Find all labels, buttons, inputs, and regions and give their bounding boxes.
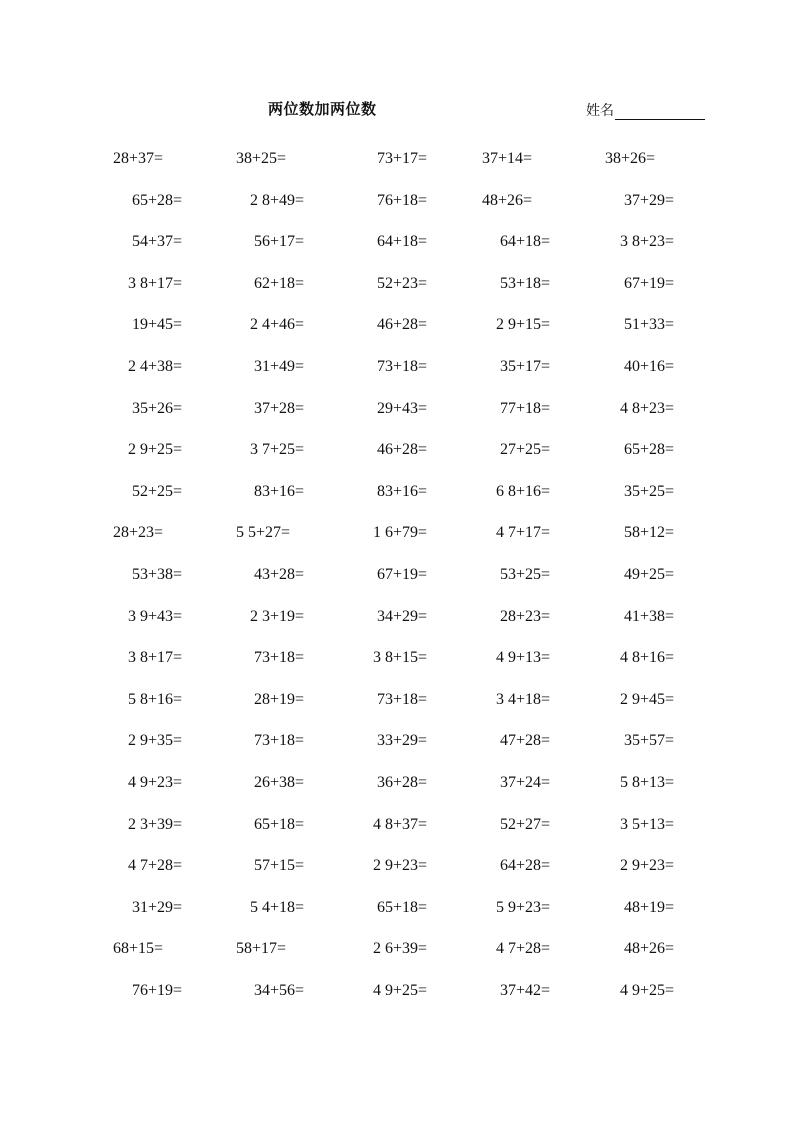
problem-item: 43+28= xyxy=(253,566,304,583)
problem-item: 3 4+18= xyxy=(495,690,550,708)
problem-item: 35+17= xyxy=(499,358,550,375)
problem-row xyxy=(0,772,794,794)
problem-item: 65+28= xyxy=(623,441,674,459)
problem-item: 19+45= xyxy=(131,316,182,334)
problem-item: 28+37= xyxy=(113,150,164,167)
problem-item: 37+28= xyxy=(253,399,304,417)
problem-row xyxy=(0,647,794,669)
problem-item: 83+16= xyxy=(253,482,304,500)
problem-item: 3 9+43= xyxy=(127,607,182,625)
problem-item: 37+24= xyxy=(499,774,550,791)
problem-row xyxy=(0,522,794,544)
problem-item: 54+37= xyxy=(131,233,182,251)
problem-item: 5 9+23= xyxy=(495,898,550,916)
problem-item: 37+42= xyxy=(499,982,550,999)
problem-item: 51+33= xyxy=(623,316,674,334)
problem-row xyxy=(0,897,794,919)
problem-item: 53+18= xyxy=(499,274,550,292)
problem-item: 52+27= xyxy=(499,815,550,833)
problem-item: 34+56= xyxy=(253,982,304,999)
problem-item: 76+19= xyxy=(131,982,182,999)
problem-item: 48+26= xyxy=(623,940,674,958)
problem-item: 4 9+23= xyxy=(127,774,182,791)
problem-item: 64+28= xyxy=(499,857,550,875)
problem-item: 34+29= xyxy=(376,607,427,625)
problem-item: 46+28= xyxy=(376,316,427,334)
problem-row xyxy=(0,314,794,336)
problem-item: 28+19= xyxy=(253,690,304,708)
problem-item: 4 9+25= xyxy=(372,982,427,999)
problem-item: 73+18= xyxy=(376,690,427,708)
problem-item: 3 8+17= xyxy=(127,274,182,292)
problem-item: 2 9+45= xyxy=(619,690,674,708)
problem-item: 47+28= xyxy=(499,732,550,750)
problem-item: 37+29= xyxy=(623,191,674,209)
problem-item: 26+38= xyxy=(253,774,304,791)
problem-item: 2 8+49= xyxy=(249,191,304,209)
problem-row xyxy=(0,980,794,1002)
problem-item: 4 7+28= xyxy=(127,857,182,875)
problem-item: 35+25= xyxy=(623,482,674,500)
problem-item: 4 7+17= xyxy=(495,524,550,542)
problem-item: 56+17= xyxy=(253,233,304,251)
problem-item: 68+15= xyxy=(113,940,164,958)
problem-row xyxy=(0,814,794,836)
problem-item: 58+17= xyxy=(236,940,287,958)
problem-item: 36+28= xyxy=(376,774,427,791)
problem-item: 31+49= xyxy=(253,358,304,375)
problem-row xyxy=(0,398,794,420)
problem-item: 4 8+16= xyxy=(619,649,674,667)
problem-item: 2 9+23= xyxy=(619,857,674,875)
problem-item: 3 8+17= xyxy=(127,649,182,667)
problem-item: 2 4+46= xyxy=(249,316,304,334)
problem-item: 28+23= xyxy=(499,607,550,625)
problem-item: 67+19= xyxy=(376,566,427,583)
problem-row xyxy=(0,564,794,586)
problem-item: 2 3+39= xyxy=(127,815,182,833)
problem-item: 2 6+39= xyxy=(372,940,427,958)
problem-item: 3 8+15= xyxy=(372,649,427,667)
problem-item: 37+14= xyxy=(482,150,533,167)
problem-row xyxy=(0,439,794,461)
problem-item: 53+25= xyxy=(499,566,550,583)
problem-row xyxy=(0,689,794,711)
problem-row xyxy=(0,606,794,628)
problem-item: 29+43= xyxy=(376,399,427,417)
problem-item: 2 3+19= xyxy=(249,607,304,625)
problem-item: 65+18= xyxy=(376,898,427,916)
problem-item: 4 8+37= xyxy=(372,815,427,833)
problem-item: 73+18= xyxy=(253,649,304,667)
problem-item: 46+28= xyxy=(376,441,427,459)
problem-item: 4 7+28= xyxy=(495,940,550,958)
problem-item: 83+16= xyxy=(376,482,427,500)
problem-item: 40+16= xyxy=(623,358,674,375)
problem-item: 28+23= xyxy=(113,524,164,542)
problem-item: 73+18= xyxy=(253,732,304,750)
page-title: 两位数加两位数 xyxy=(268,102,377,118)
problem-item: 5 8+13= xyxy=(619,774,674,791)
problem-row xyxy=(0,730,794,752)
problem-item: 3 5+13= xyxy=(619,815,674,833)
problem-item: 2 4+38= xyxy=(127,358,182,375)
problem-item: 38+25= xyxy=(236,150,287,167)
problem-item: 3 8+23= xyxy=(619,233,674,251)
problem-item: 53+38= xyxy=(131,566,182,583)
problem-row xyxy=(0,231,794,253)
problem-item: 5 8+16= xyxy=(127,690,182,708)
problem-item: 62+18= xyxy=(253,274,304,292)
problem-row xyxy=(0,148,794,170)
problem-item: 3 7+25= xyxy=(249,441,304,459)
problem-item: 41+38= xyxy=(623,607,674,625)
problem-item: 2 9+25= xyxy=(127,441,182,459)
problem-item: 4 9+25= xyxy=(619,982,674,999)
problem-row xyxy=(0,356,794,378)
problem-item: 6 8+16= xyxy=(495,482,550,500)
problem-item: 31+29= xyxy=(131,898,182,916)
problem-row xyxy=(0,481,794,503)
problem-row xyxy=(0,190,794,212)
problem-item: 58+12= xyxy=(623,524,674,542)
problem-item: 77+18= xyxy=(499,399,550,417)
problem-item: 73+17= xyxy=(376,150,427,167)
problem-item: 35+26= xyxy=(131,399,182,417)
problem-item: 57+15= xyxy=(253,857,304,875)
problem-item: 64+18= xyxy=(376,233,427,251)
problem-item: 5 4+18= xyxy=(249,898,304,916)
problem-item: 33+29= xyxy=(376,732,427,750)
problem-item: 52+23= xyxy=(376,274,427,292)
problem-item: 35+57= xyxy=(623,732,674,750)
problem-item: 48+26= xyxy=(482,191,533,209)
problem-item: 1 6+79= xyxy=(372,524,427,542)
problem-item: 73+18= xyxy=(376,358,427,375)
problem-row xyxy=(0,273,794,295)
problem-item: 2 9+35= xyxy=(127,732,182,750)
problem-item: 76+18= xyxy=(376,191,427,209)
problem-item: 27+25= xyxy=(499,441,550,459)
name-label: 姓名 xyxy=(586,104,614,119)
problem-item: 49+25= xyxy=(623,566,674,583)
problem-item: 65+18= xyxy=(253,815,304,833)
problem-row xyxy=(0,855,794,877)
problem-row xyxy=(0,938,794,960)
problem-item: 64+18= xyxy=(499,233,550,251)
problem-item: 67+19= xyxy=(623,274,674,292)
problem-item: 65+28= xyxy=(131,191,182,209)
problem-item: 38+26= xyxy=(605,150,656,167)
problem-item: 48+19= xyxy=(623,898,674,916)
problem-item: 2 9+23= xyxy=(372,857,427,875)
problem-item: 2 9+15= xyxy=(495,316,550,334)
problem-item: 5 5+27= xyxy=(236,524,291,542)
problem-item: 4 9+13= xyxy=(495,649,550,667)
problem-item: 4 8+23= xyxy=(619,399,674,417)
problem-item: 52+25= xyxy=(131,482,182,500)
